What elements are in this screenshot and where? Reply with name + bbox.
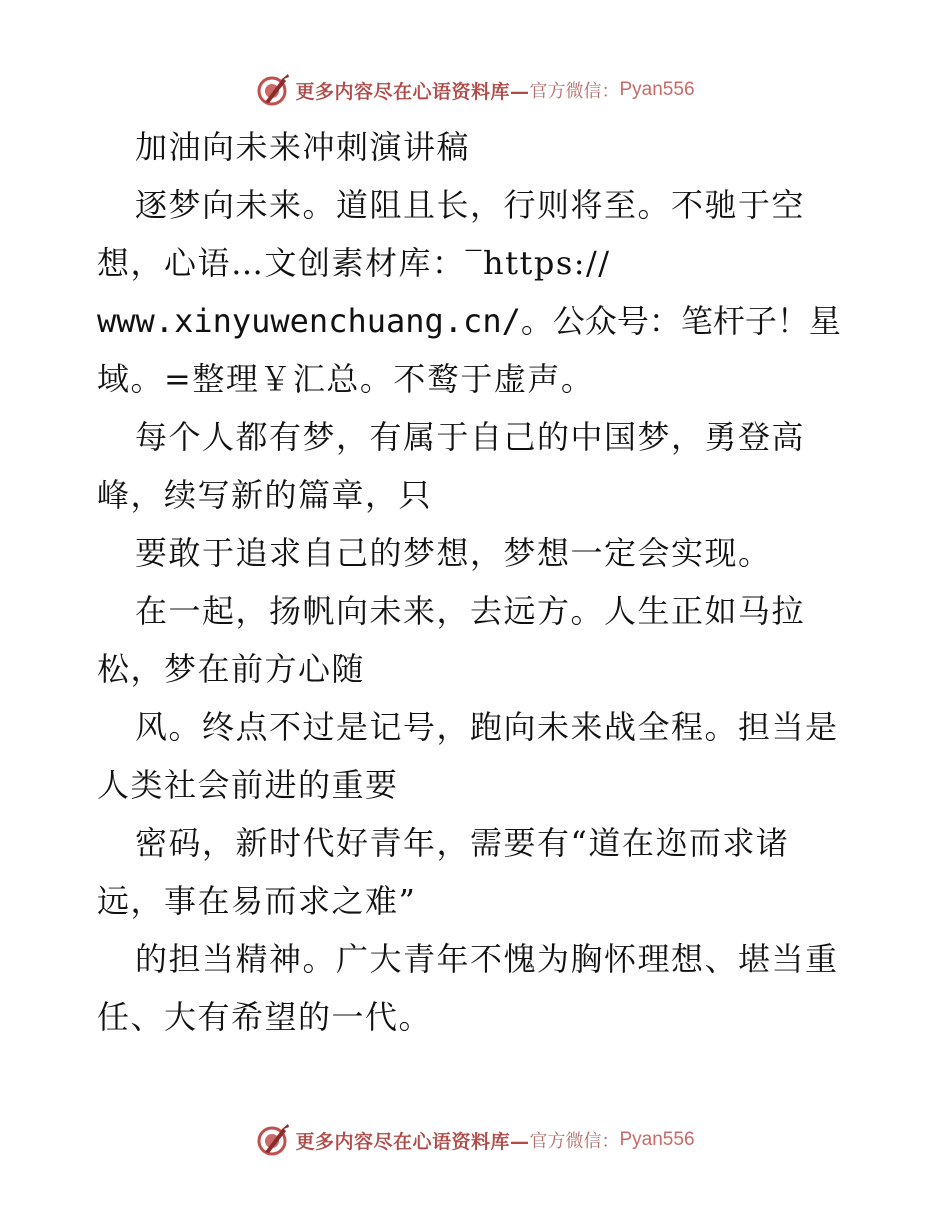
paragraph-line: 密码，新时代好青年，需要有“道在迩而求诸 (135, 824, 790, 862)
paragraph-line: 风。终点不过是记号，跑向未来战全程。担当是 (135, 708, 839, 746)
footer-wechat-label: 官方微信： (529, 1131, 620, 1152)
header-brand-text: 更多内容尽在心语资料库— (295, 80, 530, 103)
footer-watermark (0, 1120, 950, 1160)
paragraph-line: 域。=整理￥汇总。不鹜于虚声。 (97, 360, 595, 398)
paragraph-line: 每个人都有梦，有属于自己的中国梦，勇登高 (135, 418, 806, 456)
paragraph-line: 远，事在易而求之难” (97, 882, 417, 920)
header-watermark (0, 70, 950, 110)
paragraph-line: 的担当精神。广大青年不愧为胸怀理想、堪当重 (135, 940, 839, 978)
paragraph-line: 逐梦向未来。道阻且长，行则将至。不驰于空 (135, 186, 806, 224)
header-wechat-label: 官方微信： (529, 81, 620, 102)
paragraph-line: 人类社会前进的重要 (97, 766, 399, 804)
paragraph-line: 峰，续写新的篇章，只 (97, 476, 433, 514)
paragraph-line: 想，心语…文创素材库：‾https:// (97, 244, 611, 282)
paragraph-line: 任、大有希望的一代。 (97, 998, 433, 1036)
document-title: 加油向未来冲刺演讲稿 (135, 128, 471, 166)
quill-seal-icon (255, 1122, 291, 1158)
paragraph-line: 松，梦在前方心随 (97, 650, 366, 688)
footer-wechat-id: Pyan556 (619, 1129, 695, 1150)
paragraph-line: 要敢于追求自己的梦想，梦想一定会实现。 (135, 534, 772, 572)
header-wechat-id: Pyan556 (619, 79, 695, 100)
footer-brand-text: 更多内容尽在心语资料库— (295, 1130, 530, 1153)
paragraph-line: 在一起，扬帆向未来，去远方。人生正如马拉 (135, 592, 806, 630)
document-body (97, 118, 857, 1046)
quill-seal-icon (255, 72, 291, 108)
paragraph-line: www.xinyuwenchuang.cn/。公众号：笔杆子！星 (97, 302, 841, 340)
